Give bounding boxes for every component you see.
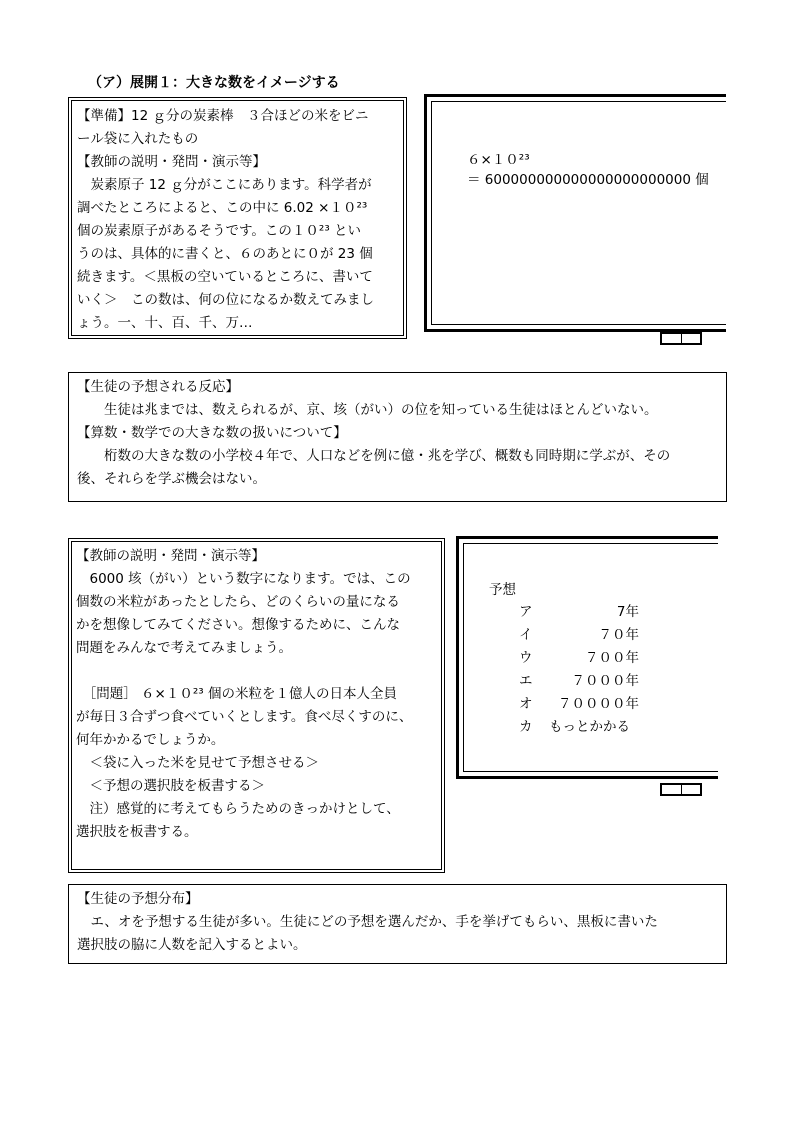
box1-line: ール袋に入れたもの xyxy=(77,131,199,147)
board2-options xyxy=(519,601,639,739)
box3-line: 問題をみんなで考えてみましょう。 xyxy=(76,640,292,656)
box2-line: 後、それらを学ぶ機会はない。 xyxy=(77,471,266,487)
box1-line: うのは、具体的に書くと、６のあとに０が 23 個 xyxy=(77,246,373,262)
box1-line: 調べたところによると、この中に 6.02 ×１０²³ xyxy=(77,200,368,216)
box3-line: 選択肢を板書する。 xyxy=(76,824,198,840)
box3-line xyxy=(76,660,437,683)
box1-line: 個の炭素原子があるそうです。この１０²³ とい xyxy=(77,223,362,239)
option-key: エ xyxy=(519,673,533,689)
box3-line: 6000 垓（がい）という数字になります。では、この xyxy=(76,571,411,587)
option-value: ７００００年 xyxy=(558,696,639,712)
box3-line: が毎日３合ずつ食べていくとします。食べ尽くすのに、 xyxy=(76,709,413,725)
box1-line: 続きます。＜黒板の空いているところに、書いて xyxy=(77,269,373,285)
box2-line: 桁数の大きな数の小学校４年で、人口などを例に億・兆を学び、概数も同時期に学ぶが、その xyxy=(77,448,671,464)
section-heading: （ア）展開１：大きな数をイメージする xyxy=(88,75,340,91)
option-value: もっとかかる xyxy=(549,719,630,735)
chalk-tray xyxy=(660,783,702,796)
board1-line2: ＝ 600000000000000000000000 個 xyxy=(467,172,709,188)
board2-title: 予想 xyxy=(489,582,516,598)
box1-line: 【準備】12 ｇ分の炭素棒 ３合ほどの米をビニ xyxy=(77,108,369,124)
option-row xyxy=(519,670,639,693)
box1-line: 炭素原子 12 ｇ分がここにあります。科学者が xyxy=(77,177,372,193)
box3-line: 【教師の説明・発問・演示等】 xyxy=(76,548,265,564)
chalk-tray xyxy=(660,332,702,345)
box4-line: 選択肢の脇に人数を記入するとよい。 xyxy=(77,937,307,953)
option-row xyxy=(519,716,639,739)
box3-line: ［問題］ ６×１０²³ 個の米粒を１億人の日本人全員 xyxy=(76,686,397,702)
box4-line: 【生徒の予想分布】 xyxy=(77,891,199,907)
box3-line: ＜予想の選択肢を板書する＞ xyxy=(76,778,265,794)
option-value: ７００年 xyxy=(585,650,639,666)
box2-line: 生徒は兆までは、数えられるが、京、垓（がい）の位を知っている生徒はほとんどいない。 xyxy=(77,402,658,418)
option-row xyxy=(519,647,639,670)
option-key: カ xyxy=(519,719,533,735)
box1-line: ょう。一、十、百、千、万… xyxy=(77,315,253,331)
option-value: ７０００年 xyxy=(571,673,639,689)
box2-line: 【算数・数学での大きな数の扱いについて】 xyxy=(77,425,347,441)
option-row xyxy=(519,624,639,647)
box3-line: 注）感覚的に考えてもらうためのきっかけとして、 xyxy=(76,801,400,817)
blackboard-2 xyxy=(456,536,718,779)
box1-line: 【教師の説明・発問・演示等】 xyxy=(77,154,266,170)
box3-line: ＜袋に入った米を見せて予想させる＞ xyxy=(76,755,319,771)
box2-line: 【生徒の予想される反応】 xyxy=(77,379,239,395)
box3-line: 個数の米粒があったとしたら、どのくらいの量になる xyxy=(76,594,400,610)
option-key: ア xyxy=(519,604,533,620)
box3-line: 何年かかるでしょうか。 xyxy=(76,732,225,748)
board1-line1: ６×１０²³ xyxy=(467,152,530,168)
option-key: オ xyxy=(519,696,533,712)
box1-line: いく＞ この数は、何の位になるか数えてみまし xyxy=(77,292,374,308)
box3-line: かを想像してみてください。想像するために、こんな xyxy=(76,617,400,633)
expected-reaction-box xyxy=(68,372,727,502)
blackboard-1 xyxy=(424,94,726,332)
box4-line: エ、オを予想する生徒が多い。生徒にどの予想を選んだか、手を挙げてもらい、黒板に書いた xyxy=(77,914,658,930)
option-value: ７０年 xyxy=(598,627,639,643)
prediction-distribution-box xyxy=(68,884,727,964)
preparation-box xyxy=(68,97,407,339)
option-row xyxy=(519,693,639,716)
option-value: 7年 xyxy=(616,604,639,620)
option-key: イ xyxy=(519,627,533,643)
option-row xyxy=(519,601,639,624)
option-key: ウ xyxy=(519,650,533,666)
teacher-explanation-box xyxy=(68,538,445,873)
